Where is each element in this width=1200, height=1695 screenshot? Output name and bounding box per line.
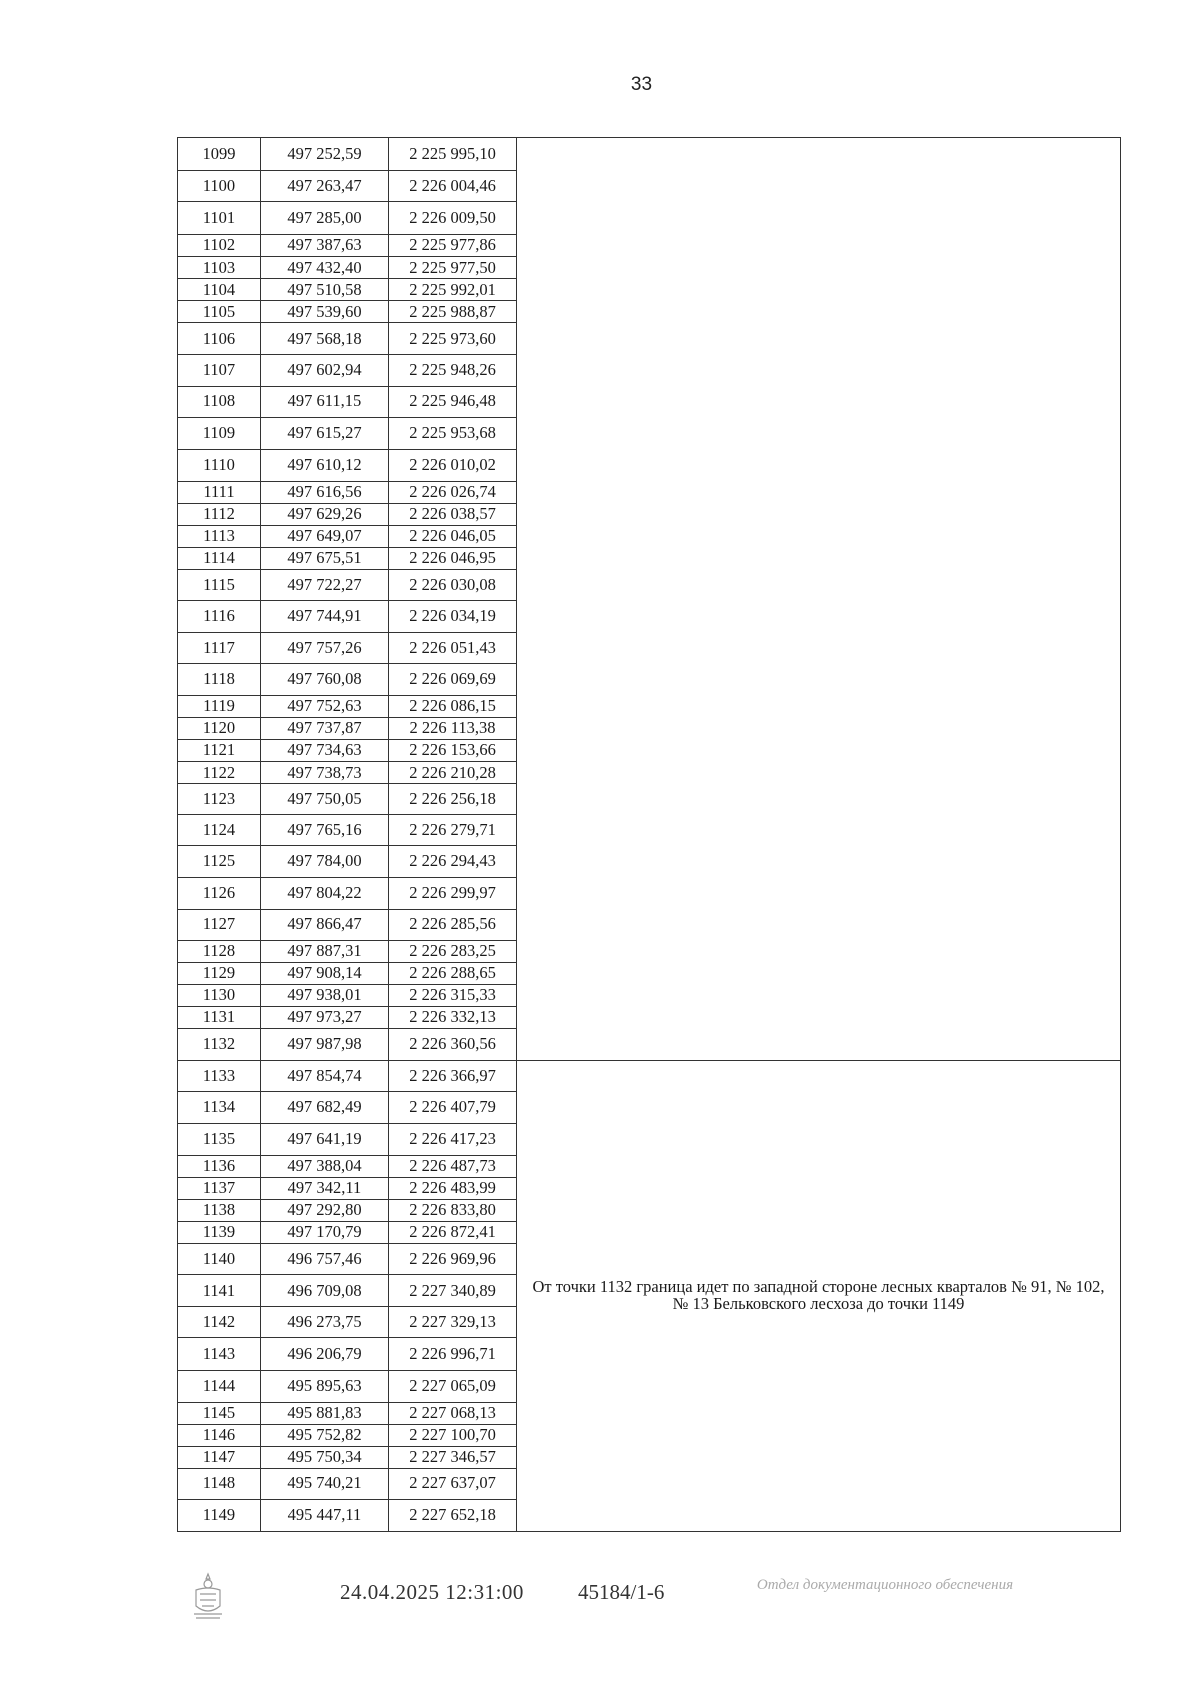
y-coordinate-cell: 2 226 360,56 <box>389 1028 517 1060</box>
x-coordinate-cell: 497 292,80 <box>261 1200 389 1222</box>
x-coordinate-cell: 495 750,34 <box>261 1446 389 1468</box>
x-coordinate-cell: 497 602,94 <box>261 355 389 386</box>
point-number-cell: 1106 <box>178 323 261 355</box>
y-coordinate-cell: 2 226 046,95 <box>389 547 517 569</box>
y-coordinate-cell: 2 225 948,26 <box>389 355 517 386</box>
x-coordinate-cell: 497 752,63 <box>261 696 389 718</box>
point-number-cell: 1120 <box>178 718 261 740</box>
y-coordinate-cell: 2 226 256,18 <box>389 784 517 815</box>
y-coordinate-cell: 2 226 833,80 <box>389 1200 517 1222</box>
y-coordinate-cell: 2 227 637,07 <box>389 1468 517 1499</box>
footer-stamp: Отдел документационного обеспечения <box>756 1577 1014 1593</box>
y-coordinate-cell: 2 225 977,50 <box>389 257 517 279</box>
y-coordinate-cell: 2 226 872,41 <box>389 1222 517 1244</box>
point-number-cell: 1127 <box>178 909 261 940</box>
x-coordinate-cell: 497 973,27 <box>261 1006 389 1028</box>
table-row <box>178 138 1121 171</box>
y-coordinate-cell: 2 226 030,08 <box>389 569 517 600</box>
point-number-cell: 1109 <box>178 417 261 449</box>
x-coordinate-cell: 495 752,82 <box>261 1424 389 1446</box>
boundary-description-cell: От точки 1132 граница идет по западной стороне лесных кварталов № 91, № 102, № 13 Бельковского лесхоза до точки 1149 <box>517 1060 1121 1531</box>
point-number-cell: 1123 <box>178 784 261 815</box>
x-coordinate-cell: 497 908,14 <box>261 962 389 984</box>
point-number-cell: 1147 <box>178 1446 261 1468</box>
point-number-cell: 1141 <box>178 1275 261 1307</box>
x-coordinate-cell: 497 610,12 <box>261 449 389 481</box>
point-number-cell: 1115 <box>178 569 261 600</box>
point-number-cell: 1117 <box>178 633 261 664</box>
point-number-cell: 1126 <box>178 877 261 909</box>
table-row <box>178 1060 1121 1091</box>
x-coordinate-cell: 497 629,26 <box>261 503 389 525</box>
x-coordinate-cell: 497 722,27 <box>261 569 389 600</box>
x-coordinate-cell: 497 170,79 <box>261 1222 389 1244</box>
point-number-cell: 1140 <box>178 1244 261 1275</box>
coat-of-arms-icon <box>188 1570 228 1622</box>
y-coordinate-cell: 2 227 652,18 <box>389 1499 517 1531</box>
y-coordinate-cell: 2 226 086,15 <box>389 696 517 718</box>
point-number-cell: 1119 <box>178 696 261 718</box>
x-coordinate-cell: 497 738,73 <box>261 762 389 784</box>
point-number-cell: 1132 <box>178 1028 261 1060</box>
x-coordinate-cell: 496 709,08 <box>261 1275 389 1307</box>
x-coordinate-cell: 497 568,18 <box>261 323 389 355</box>
x-coordinate-cell: 495 895,63 <box>261 1370 389 1402</box>
x-coordinate-cell: 496 757,46 <box>261 1244 389 1275</box>
y-coordinate-cell: 2 226 051,43 <box>389 633 517 664</box>
x-coordinate-cell: 497 432,40 <box>261 257 389 279</box>
y-coordinate-cell: 2 226 969,96 <box>389 1244 517 1275</box>
x-coordinate-cell: 497 388,04 <box>261 1156 389 1178</box>
point-number-cell: 1134 <box>178 1091 261 1123</box>
point-number-cell: 1110 <box>178 449 261 481</box>
y-coordinate-cell: 2 225 995,10 <box>389 138 517 171</box>
x-coordinate-cell: 497 784,00 <box>261 846 389 877</box>
y-coordinate-cell: 2 226 996,71 <box>389 1338 517 1370</box>
point-number-cell: 1105 <box>178 301 261 323</box>
y-coordinate-cell: 2 227 340,89 <box>389 1275 517 1307</box>
point-number-cell: 1131 <box>178 1006 261 1028</box>
y-coordinate-cell: 2 226 034,19 <box>389 600 517 632</box>
x-coordinate-cell: 497 263,47 <box>261 171 389 202</box>
x-coordinate-cell: 497 387,63 <box>261 235 389 257</box>
x-coordinate-cell: 497 734,63 <box>261 740 389 762</box>
y-coordinate-cell: 2 226 288,65 <box>389 962 517 984</box>
y-coordinate-cell: 2 226 279,71 <box>389 815 517 846</box>
y-coordinate-cell: 2 226 210,28 <box>389 762 517 784</box>
point-number-cell: 1128 <box>178 940 261 962</box>
y-coordinate-cell: 2 226 046,05 <box>389 525 517 547</box>
y-coordinate-cell: 2 226 113,38 <box>389 718 517 740</box>
x-coordinate-cell: 497 737,87 <box>261 718 389 740</box>
y-coordinate-cell: 2 225 953,68 <box>389 417 517 449</box>
x-coordinate-cell: 497 854,74 <box>261 1060 389 1091</box>
y-coordinate-cell: 2 226 332,13 <box>389 1006 517 1028</box>
point-number-cell: 1129 <box>178 962 261 984</box>
y-coordinate-cell: 2 226 010,02 <box>389 449 517 481</box>
point-number-cell: 1112 <box>178 503 261 525</box>
point-number-cell: 1099 <box>178 138 261 171</box>
x-coordinate-cell: 497 765,16 <box>261 815 389 846</box>
y-coordinate-cell: 2 226 294,43 <box>389 846 517 877</box>
point-number-cell: 1142 <box>178 1307 261 1338</box>
point-number-cell: 1149 <box>178 1499 261 1531</box>
y-coordinate-cell: 2 226 487,73 <box>389 1156 517 1178</box>
x-coordinate-cell: 495 881,83 <box>261 1402 389 1424</box>
point-number-cell: 1130 <box>178 984 261 1006</box>
y-coordinate-cell: 2 227 346,57 <box>389 1446 517 1468</box>
y-coordinate-cell: 2 226 417,23 <box>389 1124 517 1156</box>
x-coordinate-cell: 497 615,27 <box>261 417 389 449</box>
y-coordinate-cell: 2 227 068,13 <box>389 1402 517 1424</box>
y-coordinate-cell: 2 225 992,01 <box>389 279 517 301</box>
point-number-cell: 1125 <box>178 846 261 877</box>
point-number-cell: 1121 <box>178 740 261 762</box>
y-coordinate-cell: 2 225 946,48 <box>389 386 517 417</box>
point-number-cell: 1143 <box>178 1338 261 1370</box>
x-coordinate-cell: 497 760,08 <box>261 664 389 696</box>
x-coordinate-cell: 497 539,60 <box>261 301 389 323</box>
point-number-cell: 1137 <box>178 1178 261 1200</box>
point-number-cell: 1139 <box>178 1222 261 1244</box>
x-coordinate-cell: 497 938,01 <box>261 984 389 1006</box>
x-coordinate-cell: 497 342,11 <box>261 1178 389 1200</box>
point-number-cell: 1108 <box>178 386 261 417</box>
x-coordinate-cell: 497 682,49 <box>261 1091 389 1123</box>
y-coordinate-cell: 2 226 283,25 <box>389 940 517 962</box>
x-coordinate-cell: 495 740,21 <box>261 1468 389 1499</box>
point-number-cell: 1116 <box>178 600 261 632</box>
x-coordinate-cell: 497 744,91 <box>261 600 389 632</box>
x-coordinate-cell: 497 887,31 <box>261 940 389 962</box>
point-number-cell: 1114 <box>178 547 261 569</box>
y-coordinate-cell: 2 226 009,50 <box>389 202 517 235</box>
y-coordinate-cell: 2 226 483,99 <box>389 1178 517 1200</box>
point-number-cell: 1107 <box>178 355 261 386</box>
footer-datetime: 24.04.2025 12:31:00 <box>340 1580 524 1604</box>
point-number-cell: 1124 <box>178 815 261 846</box>
point-number-cell: 1104 <box>178 279 261 301</box>
point-number-cell: 1133 <box>178 1060 261 1091</box>
point-number-cell: 1145 <box>178 1402 261 1424</box>
x-coordinate-cell: 496 273,75 <box>261 1307 389 1338</box>
x-coordinate-cell: 497 510,58 <box>261 279 389 301</box>
x-coordinate-cell: 497 285,00 <box>261 202 389 235</box>
y-coordinate-cell: 2 226 299,97 <box>389 877 517 909</box>
x-coordinate-cell: 497 616,56 <box>261 481 389 503</box>
x-coordinate-cell: 496 206,79 <box>261 1338 389 1370</box>
y-coordinate-cell: 2 226 026,74 <box>389 481 517 503</box>
x-coordinate-cell: 497 757,26 <box>261 633 389 664</box>
x-coordinate-cell: 497 866,47 <box>261 909 389 940</box>
point-number-cell: 1136 <box>178 1156 261 1178</box>
y-coordinate-cell: 2 227 329,13 <box>389 1307 517 1338</box>
page-number: 33 <box>630 74 653 95</box>
x-coordinate-cell: 497 987,98 <box>261 1028 389 1060</box>
point-number-cell: 1135 <box>178 1124 261 1156</box>
y-coordinate-cell: 2 227 065,09 <box>389 1370 517 1402</box>
point-number-cell: 1101 <box>178 202 261 235</box>
x-coordinate-cell: 497 649,07 <box>261 525 389 547</box>
y-coordinate-cell: 2 226 069,69 <box>389 664 517 696</box>
x-coordinate-cell: 497 675,51 <box>261 547 389 569</box>
y-coordinate-cell: 2 226 285,56 <box>389 909 517 940</box>
point-number-cell: 1111 <box>178 481 261 503</box>
y-coordinate-cell: 2 226 153,66 <box>389 740 517 762</box>
footer-doc-number: 45184/1-6 <box>578 1580 665 1604</box>
x-coordinate-cell: 497 252,59 <box>261 138 389 171</box>
point-number-cell: 1100 <box>178 171 261 202</box>
x-coordinate-cell: 497 804,22 <box>261 877 389 909</box>
point-number-cell: 1138 <box>178 1200 261 1222</box>
y-coordinate-cell: 2 226 366,97 <box>389 1060 517 1091</box>
point-number-cell: 1102 <box>178 235 261 257</box>
point-number-cell: 1113 <box>178 525 261 547</box>
x-coordinate-cell: 495 447,11 <box>261 1499 389 1531</box>
coordinates-table <box>177 137 1121 1532</box>
y-coordinate-cell: 2 226 038,57 <box>389 503 517 525</box>
y-coordinate-cell: 2 227 100,70 <box>389 1424 517 1446</box>
point-number-cell: 1122 <box>178 762 261 784</box>
point-number-cell: 1103 <box>178 257 261 279</box>
y-coordinate-cell: 2 225 977,86 <box>389 235 517 257</box>
y-coordinate-cell: 2 225 988,87 <box>389 301 517 323</box>
point-number-cell: 1146 <box>178 1424 261 1446</box>
y-coordinate-cell: 2 226 315,33 <box>389 984 517 1006</box>
point-number-cell: 1144 <box>178 1370 261 1402</box>
point-number-cell: 1118 <box>178 664 261 696</box>
x-coordinate-cell: 497 641,19 <box>261 1124 389 1156</box>
boundary-description-cell <box>517 138 1121 1061</box>
x-coordinate-cell: 497 750,05 <box>261 784 389 815</box>
x-coordinate-cell: 497 611,15 <box>261 386 389 417</box>
y-coordinate-cell: 2 226 407,79 <box>389 1091 517 1123</box>
y-coordinate-cell: 2 226 004,46 <box>389 171 517 202</box>
point-number-cell: 1148 <box>178 1468 261 1499</box>
y-coordinate-cell: 2 225 973,60 <box>389 323 517 355</box>
